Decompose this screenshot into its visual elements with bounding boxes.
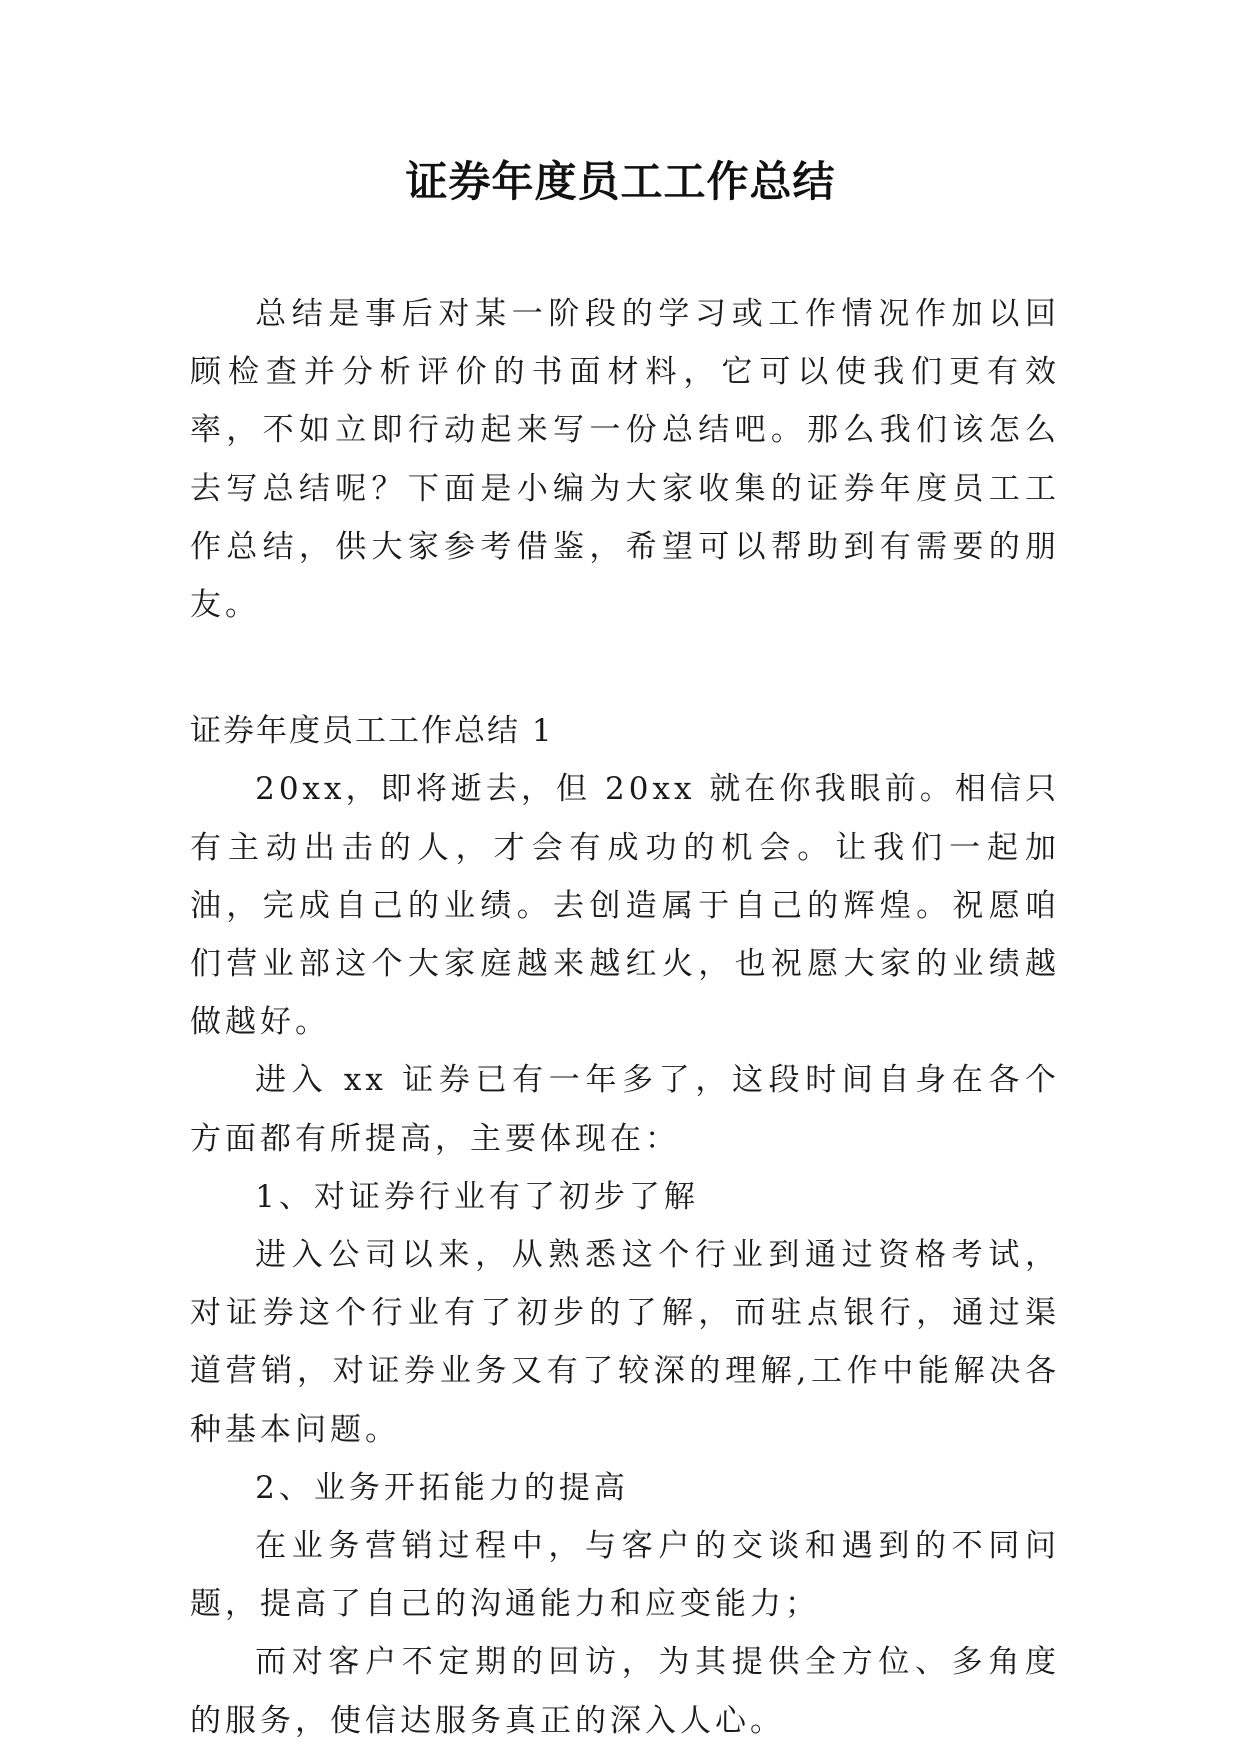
body-paragraph: 而对客户不定期的回访，为其提供全方位、多角度的服务，使信达服务真正的深入人心。 [190, 1644, 1060, 1739]
document-title: 证券年度员工工作总结 [405, 157, 836, 206]
section-heading: 证券年度员工工作总结 1 [190, 713, 554, 750]
body-paragraph: 在业务营销过程中，与客户的交谈和遇到的不同问题，提高了自己的沟通能力和应变能力； [190, 1528, 1060, 1623]
document-body [190, 285, 1060, 1750]
body-paragraph: 进入公司以来，从熟悉这个行业到通过资格考试，对证券这个行业有了初步的了解，而驻点银行，通过渠道营销，对证券业务又有了较深的理解,工作中能解决各种基本问题。 [190, 1237, 1060, 1448]
intro-paragraph: 总结是事后对某一阶段的学习或工作情况作加以回顾检查并分析评价的书面材料，它可以使我们更有效率，不如立即行动起来写一份总结吧。那么我们该怎么去写总结呢？下面是小编为大家收集的证券年度员工工作总结，供大家参考借鉴，希望可以帮助到有需要的朋友。 [190, 296, 1060, 624]
list-heading: 2、业务开拓能力的提高 [255, 1469, 629, 1506]
body-paragraph: 20xx，即将逝去，但 20xx 就在你我眼前。相信只有主动出击的人，才会有成功的机会。让我们一起加油，完成自己的业绩。去创造属于自己的辉煌。祝愿咱们营业部这个大家庭越来越红火，也祝愿大家的业绩越做越好。 [190, 771, 1060, 1041]
list-heading: 1、对证券行业有了初步了解 [255, 1178, 699, 1215]
paragraph-spacer [190, 634, 1060, 692]
body-paragraph: 进入 xx 证券已有一年多了，这段时间自身在各个方面都有所提高，主要体现在： [190, 1062, 1060, 1157]
